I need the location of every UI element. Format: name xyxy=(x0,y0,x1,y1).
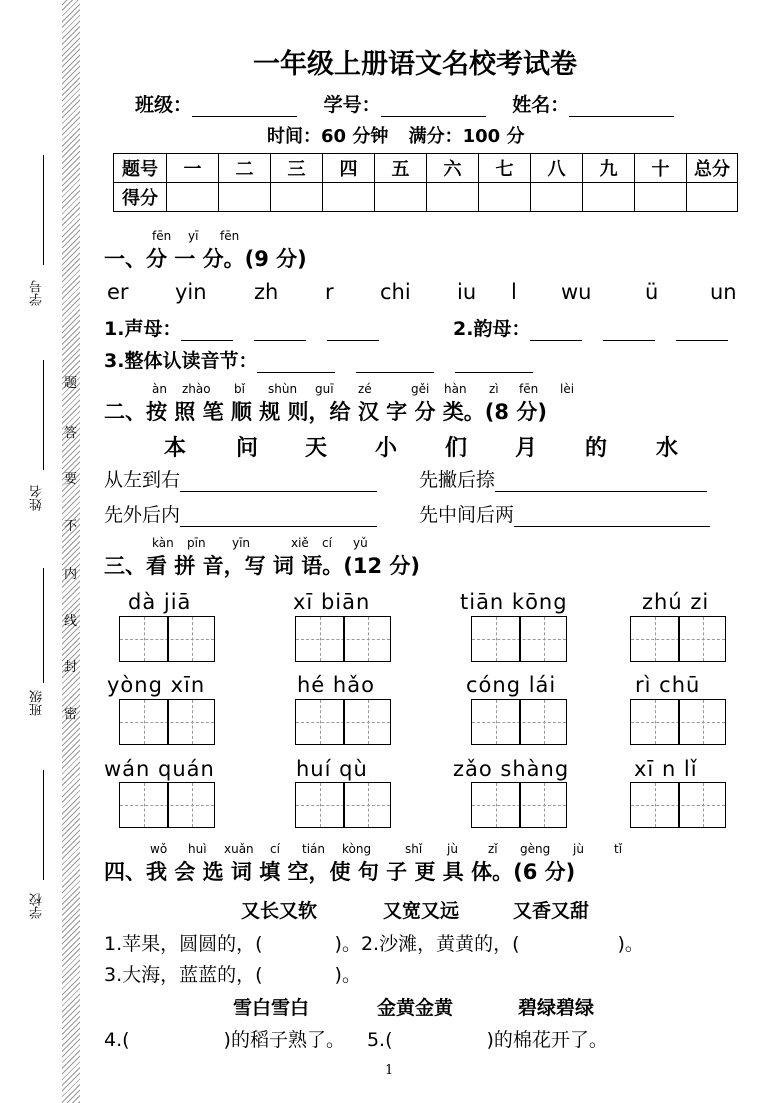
section-4-title: 四、我 会 选 词 填 空，使 句 子 更 具 体。(6 分) xyxy=(104,860,576,884)
pinyin-annotation: kòng xyxy=(342,842,372,856)
score-cell[interactable] xyxy=(687,183,738,212)
class-label: 班级： xyxy=(135,94,193,116)
table-cell: 得分 xyxy=(114,183,167,212)
writing-grid[interactable] xyxy=(119,616,215,662)
pinyin-annotation: jù xyxy=(573,842,584,856)
pinyin-annotation: gěi xyxy=(411,382,430,396)
info-row xyxy=(135,90,674,117)
sentence-end: )。 xyxy=(334,933,361,955)
pinyin-annotation: tǐ xyxy=(614,842,623,856)
sentence-text: 5.( xyxy=(366,1029,393,1051)
margin-label-class: 班级 xyxy=(30,690,45,716)
seal-char: 内 xyxy=(64,567,78,582)
question-1-2 xyxy=(453,314,728,341)
pinyin-annotation: shùn xyxy=(268,382,298,396)
question-label: 2.韵母： xyxy=(453,318,531,340)
score-table-header xyxy=(114,154,738,183)
rule-label: 从左到右 xyxy=(104,469,181,491)
name-label: 姓名： xyxy=(512,94,570,116)
writing-grid[interactable] xyxy=(630,699,726,745)
seal-char: 答 xyxy=(64,426,78,441)
pinyin-annotation: xuǎn xyxy=(224,842,254,856)
letter: l xyxy=(511,280,517,304)
word-option: 又长又软 xyxy=(241,900,318,922)
letter: yin xyxy=(175,280,207,304)
word-option: 又宽又远 xyxy=(383,900,460,922)
margin-label-name: 姓名 xyxy=(30,485,45,511)
pinyin-annotation: huì xyxy=(188,842,207,856)
seal-char: 不 xyxy=(64,519,78,534)
score-table xyxy=(113,153,738,212)
table-cell: 八 xyxy=(531,154,583,183)
margin-label-school: 学校 xyxy=(30,893,45,919)
seal-char: 线 xyxy=(64,614,78,629)
table-cell: 六 xyxy=(427,154,479,183)
sentence-end: )。 xyxy=(617,933,644,955)
pinyin-annotation: gèng xyxy=(520,842,551,856)
sentence-end: )。 xyxy=(334,964,361,986)
pinyin-annotation: zǐ xyxy=(488,842,498,856)
sentence-4 xyxy=(104,1025,608,1052)
score-cell[interactable] xyxy=(427,183,479,212)
full-score-label: 满分：100 分 xyxy=(408,126,525,147)
pinyin-annotation: zì xyxy=(489,382,499,396)
rule-label: 先中间后两 xyxy=(419,504,515,526)
margin-line xyxy=(43,155,44,265)
pinyin-annotation: kàn xyxy=(152,536,174,550)
writing-grid[interactable] xyxy=(119,699,215,745)
answer-blank[interactable] xyxy=(180,504,377,527)
score-cell[interactable] xyxy=(167,183,219,212)
number-label: 学号： xyxy=(323,94,381,116)
writing-grid[interactable] xyxy=(471,616,567,662)
number-field[interactable] xyxy=(381,94,486,117)
answer-blank[interactable] xyxy=(254,318,306,341)
pinyin-annotation: tián xyxy=(302,842,325,856)
character: 水 xyxy=(656,436,679,461)
answer-blank[interactable] xyxy=(257,350,335,373)
word-pinyin: tiān kōng xyxy=(460,590,568,614)
sentence-end: )的棉花开了。 xyxy=(486,1029,608,1051)
question-label: 1.声母： xyxy=(104,318,182,340)
pinyin-annotation: cí xyxy=(270,842,280,856)
binding-hatch xyxy=(62,0,80,1103)
pinyin-annotation: fēn xyxy=(152,229,172,243)
rule-label: 先外后内 xyxy=(104,504,181,526)
seal-char: 密 xyxy=(64,707,78,722)
table-cell: 题号 xyxy=(114,154,167,183)
writing-grid[interactable] xyxy=(471,782,567,828)
question-1-1 xyxy=(104,314,379,341)
word-pinyin: wán quán xyxy=(104,757,215,781)
rule-middle-then-sides xyxy=(419,500,710,527)
word-option: 碧绿碧绿 xyxy=(518,997,595,1019)
margin-line xyxy=(43,770,44,880)
score-cell[interactable] xyxy=(375,183,427,212)
class-field[interactable] xyxy=(192,94,297,117)
answer-blank[interactable] xyxy=(603,318,655,341)
sentence-text: 4.( xyxy=(104,1029,130,1051)
seal-char: 题 xyxy=(64,376,78,391)
page-title: 一年级上册语文名校考试卷 xyxy=(253,49,577,80)
table-cell: 九 xyxy=(583,154,635,183)
pinyin-annotation: hàn xyxy=(444,382,467,396)
section-2-title: 二、按 照 笔 顺 规 则，给 汉 字 分 类。(8 分) xyxy=(104,400,547,424)
sentence-3 xyxy=(104,960,361,987)
word-pinyin: xī n lǐ xyxy=(634,757,698,781)
margin-line xyxy=(43,568,44,683)
page-number: 1 xyxy=(385,1063,394,1078)
table-cell: 十 xyxy=(635,154,687,183)
answer-blank[interactable] xyxy=(455,350,533,373)
pinyin-annotation: guī xyxy=(315,382,334,396)
writing-grid[interactable] xyxy=(630,782,726,828)
character: 小 xyxy=(375,436,398,461)
section-3-title: 三、看 拼 音，写 词 语。(12 分) xyxy=(104,554,420,578)
table-cell: 二 xyxy=(219,154,271,183)
writing-grid[interactable] xyxy=(471,699,567,745)
word-pinyin: zǎo shàng xyxy=(453,757,570,781)
pinyin-annotation: fēn xyxy=(519,382,539,396)
time-label: 时间：60 分钟 xyxy=(267,126,389,147)
answer-blank[interactable] xyxy=(676,318,728,341)
sentence-text: 2.沙滩，黄黄的，( xyxy=(360,933,520,955)
question-1-3 xyxy=(104,346,533,373)
table-cell: 四 xyxy=(323,154,375,183)
margin-line xyxy=(43,360,44,470)
character: 的 xyxy=(585,436,608,461)
table-cell: 三 xyxy=(271,154,323,183)
score-cell[interactable] xyxy=(219,183,271,212)
writing-grid[interactable] xyxy=(630,616,726,662)
pinyin-annotation: cí xyxy=(322,536,332,550)
question-label: 3.整体认读音节： xyxy=(104,350,258,372)
pinyin-annotation: yīn xyxy=(232,536,251,550)
rule-label: 先撇后捺 xyxy=(419,469,496,491)
pinyin-annotation: zé xyxy=(358,382,372,396)
letter: iu xyxy=(457,280,477,304)
word-pinyin: huí qù xyxy=(296,757,368,781)
letter: er xyxy=(107,280,129,304)
letter: un xyxy=(710,280,737,304)
pinyin-annotation: fēn xyxy=(220,229,240,243)
pinyin-annotation: shǐ xyxy=(405,842,423,856)
word-pinyin: xī biān xyxy=(293,590,371,614)
word-pinyin: zhú zi xyxy=(642,590,710,614)
margin-label-number: 学号 xyxy=(30,280,45,306)
pinyin-annotation: pīn xyxy=(187,536,206,550)
letter: ü xyxy=(645,280,659,304)
word-pinyin: cóng lái xyxy=(466,673,557,697)
writing-grid[interactable] xyxy=(295,616,391,662)
sentence-text: 3.大海，蓝蓝的，( xyxy=(104,964,263,986)
letter: r xyxy=(325,280,334,304)
word-pinyin: yòng xīn xyxy=(107,673,206,697)
sentence-1 xyxy=(104,929,644,956)
pinyin-annotation: àn xyxy=(152,382,167,396)
answer-blank[interactable] xyxy=(356,350,434,373)
name-field[interactable] xyxy=(569,94,674,117)
sentence-text: 1.苹果，圆圆的，( xyxy=(104,933,263,955)
answer-blank[interactable] xyxy=(327,318,379,341)
table-cell: 五 xyxy=(375,154,427,183)
word-pinyin: dà jiā xyxy=(128,590,192,614)
pinyin-annotation: zhào xyxy=(182,382,211,396)
word-pinyin: rì chū xyxy=(635,673,701,697)
pinyin-annotation: wǒ xyxy=(150,842,168,856)
section-1-title: 一、分 一 分。(9 分) xyxy=(104,247,307,271)
answer-blank[interactable] xyxy=(181,318,233,341)
score-cell[interactable] xyxy=(531,183,583,212)
score-cell[interactable] xyxy=(323,183,375,212)
score-cell[interactable] xyxy=(635,183,687,212)
word-option: 雪白雪白 xyxy=(233,997,310,1019)
writing-grid[interactable] xyxy=(295,699,391,745)
character: 本 xyxy=(164,436,187,461)
word-pinyin: hé hǎo xyxy=(297,673,375,697)
score-cell[interactable] xyxy=(479,183,531,212)
word-option: 又香又甜 xyxy=(513,900,590,922)
writing-grid[interactable] xyxy=(119,782,215,828)
pinyin-annotation: lèi xyxy=(560,382,575,396)
score-cell[interactable] xyxy=(583,183,635,212)
pinyin-annotation: bǐ xyxy=(234,382,245,396)
pinyin-annotation: yī xyxy=(188,229,199,243)
pinyin-annotation: jù xyxy=(447,842,458,856)
character: 问 xyxy=(236,436,259,461)
rule-outside-then-inside xyxy=(104,500,377,527)
pinyin-annotation: yǔ xyxy=(353,536,368,550)
answer-blank[interactable] xyxy=(495,469,707,492)
table-cell: 总分 xyxy=(687,154,738,183)
character: 天 xyxy=(305,436,328,461)
score-table-row xyxy=(114,183,738,212)
rule-pie-then-na xyxy=(419,465,707,492)
letter: wu xyxy=(561,280,592,304)
table-cell: 七 xyxy=(479,154,531,183)
answer-blank[interactable] xyxy=(514,504,710,527)
seal-char: 封 xyxy=(64,660,78,675)
rule-left-to-right xyxy=(104,465,377,492)
sentence-end: )的稻子熟了。 xyxy=(223,1029,345,1051)
character: 月 xyxy=(515,436,538,461)
pinyin-annotation: xiě xyxy=(291,536,309,550)
table-cell: 一 xyxy=(167,154,219,183)
score-cell[interactable] xyxy=(271,183,323,212)
answer-blank[interactable] xyxy=(530,318,582,341)
seal-char: 要 xyxy=(64,472,78,487)
answer-blank[interactable] xyxy=(180,469,377,492)
time-score-row xyxy=(267,122,524,148)
character: 们 xyxy=(445,436,468,461)
letter: chi xyxy=(380,280,411,304)
word-option: 金黄金黄 xyxy=(377,997,454,1019)
letter: zh xyxy=(254,280,279,304)
writing-grid[interactable] xyxy=(295,782,391,828)
